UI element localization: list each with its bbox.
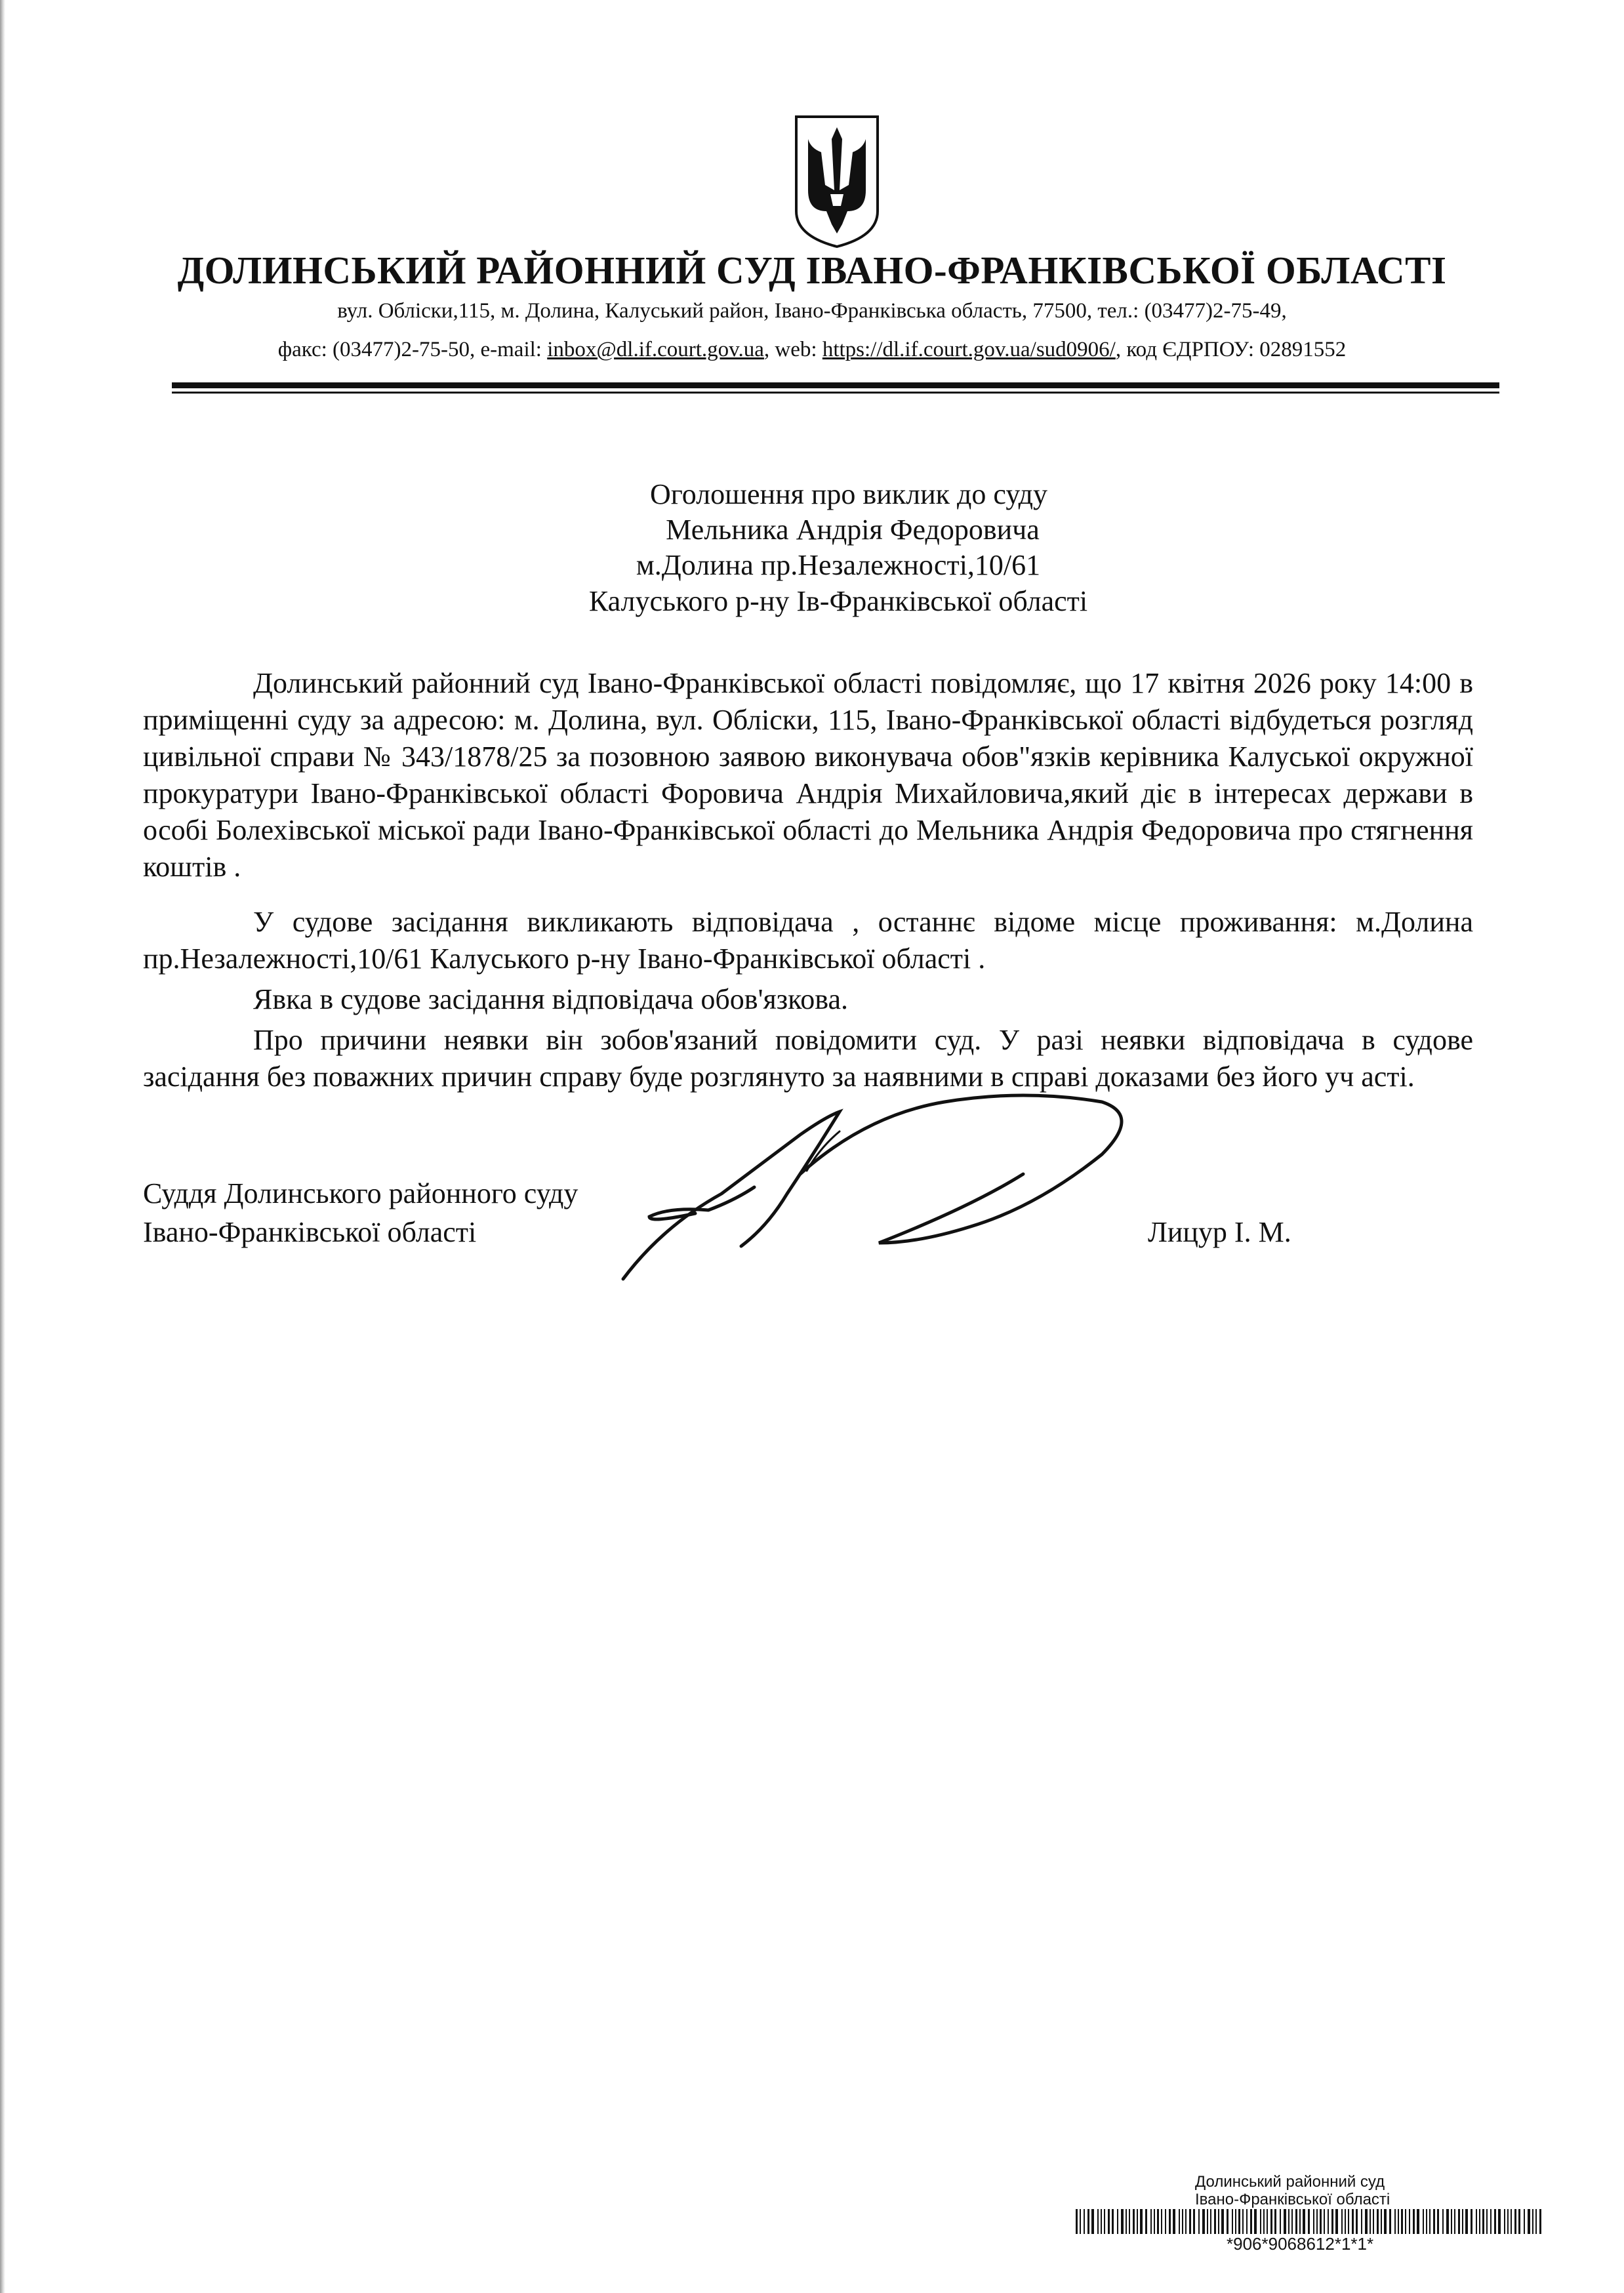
barcode-bar [1335,2209,1338,2234]
barcode-bar [1299,2209,1301,2234]
barcode-bar [1426,2209,1427,2234]
defendant-region: Калуського р-ну Ів-Франківської області [588,585,1088,617]
barcode-bar [1121,2209,1124,2234]
barcode-bar [1454,2209,1455,2234]
barcode-bar [1214,2209,1216,2234]
barcode-bar [1394,2209,1396,2234]
barcode-bar [1087,2209,1089,2234]
barcode-bar [1356,2209,1358,2234]
barcode-bar [1288,2209,1289,2234]
barcode-bar [1514,2209,1516,2234]
barcode-bar [1202,2209,1205,2234]
contacts-line [0,338,1624,362]
fax-label: факс: (03477)2-75-50, e-mail: [277,338,548,361]
barcode-bar [1133,2209,1135,2234]
barcode-bar [1331,2209,1333,2234]
barcode-bar [1532,2209,1533,2234]
barcode-bar [1528,2209,1530,2234]
barcode-bar [1361,2209,1362,2234]
barcode-bar [1381,2209,1382,2234]
barcode-bar [1303,2209,1305,2234]
barcode-bar [1104,2209,1105,2234]
barcode-bar [1401,2209,1403,2234]
barcode-bar [1280,2209,1281,2234]
barcode-bar [1284,2209,1286,2234]
barcode-bar [1341,2209,1343,2234]
barcode-bar [1539,2209,1541,2234]
barcode-bar [1126,2209,1127,2234]
barcode-bar [1117,2209,1118,2234]
body-paragraph: У судове засідання викликають відповідача , останнє відоме місце проживання: м.Долина пр.Незалежності,10/61 Калуського р-ну Івано-Франківської області . [143,906,1473,975]
barcode-bar [1511,2209,1512,2234]
barcode-bar [1169,2209,1171,2234]
stamp-region: Івано-Франківської області [1195,2191,1391,2208]
barcode-bar [1238,2209,1240,2234]
barcode-bar [1504,2209,1505,2234]
barcode-bar [1221,2209,1224,2234]
judge-name: Лицур І. М. [1148,1216,1291,1248]
barcode-bar [1254,2209,1257,2234]
barcode-bar [1482,2209,1484,2234]
barcode-bar [1377,2209,1379,2234]
barcode-bar [1320,2209,1322,2234]
barcode-bar [1389,2209,1391,2234]
barcode-bar [1417,2209,1419,2234]
barcode-number: *906*9068612*1*1* [1227,2234,1374,2254]
barcode-bar [1161,2209,1162,2234]
barcode-bar [1097,2209,1099,2234]
barcode-bar [1324,2209,1325,2234]
barcode-bar [1150,2209,1152,2234]
web-label: , web: [763,338,822,361]
barcode-bar [1524,2209,1525,2234]
barcode-bar [1108,2209,1110,2234]
barcode-bar [1476,2209,1477,2234]
barcode-bar [1179,2209,1180,2234]
barcode-bar [1413,2209,1415,2234]
barcode-bar [1465,2209,1468,2234]
notice-title: Оголошення про виклик до суду [650,478,1047,510]
barcode-bar [1157,2209,1159,2234]
barcode-bar [1446,2209,1449,2234]
barcode-bar [1091,2209,1094,2234]
barcode-bar [1140,2209,1143,2234]
barcode-bar [1101,2209,1102,2234]
barcode-bar [1451,2209,1452,2234]
defendant-address: м.Долина пр.Незалежності,10/61 [636,549,1041,581]
barcode-bar [1437,2209,1439,2234]
barcode-bar [1207,2209,1208,2234]
barcode-bar [1250,2209,1252,2234]
barcode-bar [1210,2209,1211,2234]
barcode-bar [1218,2209,1219,2234]
barcode-bar [1316,2209,1318,2234]
barcode-bar [1182,2209,1183,2234]
barcode-bar [1458,2209,1460,2234]
barcode-bar [1270,2209,1272,2234]
barcode-bar [1405,2209,1406,2234]
body-paragraph: Про причини неявки він зобов'язаний повідомити суд. У разі неявки відповідача в судове засідання без поважних причин справу буде розглянуто за наявними в справі доказами без його уч асті. [143,1024,1473,1093]
barcode-bar [1129,2209,1130,2234]
header-divider [172,382,1499,388]
barcode-bar [1429,2209,1431,2234]
edrpou-code: , код ЄДРПОУ: 02891552 [1115,338,1347,361]
barcode-bar [1154,2209,1155,2234]
barcode-bar [1370,2209,1371,2234]
barcode-bar [1479,2209,1480,2234]
handwritten-signature [603,1076,1141,1292]
barcode-bar [1462,2209,1463,2234]
barcode-bar [1535,2209,1537,2234]
barcode-bar [1260,2209,1261,2234]
judge-title-region: Івано-Франківської області [143,1216,477,1248]
barcode-bar [1165,2209,1166,2234]
barcode-bar [1080,2209,1081,2234]
barcode-bar [1137,2209,1138,2234]
defendant-name: Мельника Андрія Федоровича [666,514,1040,546]
barcode-bar [1308,2209,1310,2234]
barcode-bar [1267,2209,1268,2234]
coat-of-arms-icon [792,113,882,249]
barcode-bar [1173,2209,1175,2234]
barcode-bar [1313,2209,1314,2234]
barcode-bar [1232,2209,1233,2234]
court-name: ДОЛИНСЬКИЙ РАЙОННИЙ СУД ІВАНО-ФРАНКІВСЬКОЇ ОБЛАСТІ [177,249,1447,292]
barcode-bar [1345,2209,1346,2234]
barcode-bar [1198,2209,1200,2234]
barcode-bar [1291,2209,1293,2234]
barcode-bar [1242,2209,1244,2234]
barcode-bar [1494,2209,1496,2234]
barcode-bar [1352,2209,1354,2234]
barcode-bar [1193,2209,1195,2234]
barcode-bar [1076,2209,1078,2234]
address-line: вул. Облiски,115, м. Долина, Калуський район, Iвано-Франкiвська область, 77500, тел.: (03477)2-75-49, [337,299,1287,323]
barcode-bar [1189,2209,1191,2234]
barcode-bar [1274,2209,1276,2234]
header-divider-thin [172,392,1499,394]
barcode-bar [1486,2209,1488,2234]
barcode-bar [1328,2209,1329,2234]
body-paragraph: Явка в судове засідання відповідача обов'язкова. [253,983,848,1015]
barcode-icon [1076,2209,1544,2234]
barcode-bar [1423,2209,1424,2234]
barcode-bar [1433,2209,1435,2234]
barcode-bar [1507,2209,1509,2234]
barcode-bar [1145,2209,1147,2234]
barcode-bar [1373,2209,1374,2234]
barcode-bar [1246,2209,1248,2234]
email-link[interactable]: inbox@dl.if.court.gov.ua [547,338,764,361]
barcode-bar [1471,2209,1472,2234]
barcode-bar [1490,2209,1492,2234]
barcode-bar [1084,2209,1085,2234]
judge-title: Суддя Долинського районного суду [143,1177,579,1209]
barcode-bar [1442,2209,1444,2234]
barcode-bar [1384,2209,1387,2234]
barcode-bar [1498,2209,1501,2234]
barcode-bar [1185,2209,1187,2234]
barcode-bar [1227,2209,1228,2234]
barcode-bar [1518,2209,1520,2234]
barcode-bar [1263,2209,1265,2234]
barcode-bar [1295,2209,1297,2234]
barcode-bar [1112,2209,1114,2234]
barcode-bar [1348,2209,1349,2234]
website-link[interactable]: https://dl.if.court.gov.ua/sud0906/ [822,338,1116,361]
barcode-bar [1365,2209,1368,2234]
stamp-court: Долинський районний суд [1195,2173,1385,2191]
barcode-bar [1409,2209,1410,2234]
barcode-bar [1235,2209,1236,2234]
body-paragraph: Долинський районний суд Івано-Франківської області повідомляє, що 17 квітня 2026 року 14:00 в приміщенні суду за адресою: м. Долина, вул. Обліски, 115, Івано-Франківської області відбудеться розгляд цивільної справи № 343/1878/25 за позовною заявою виконувача обов"язків керівника Калуської окружної прокуратури Івано-Франківської області Форовича Андрія Михайловича,який діє в інтересах держави в особі Болехівської міської ради Івано-Франківської області до Мельника Андрія Федоровича про стягнення коштів . [143,667,1473,883]
barcode-bar [1398,2209,1399,2234]
